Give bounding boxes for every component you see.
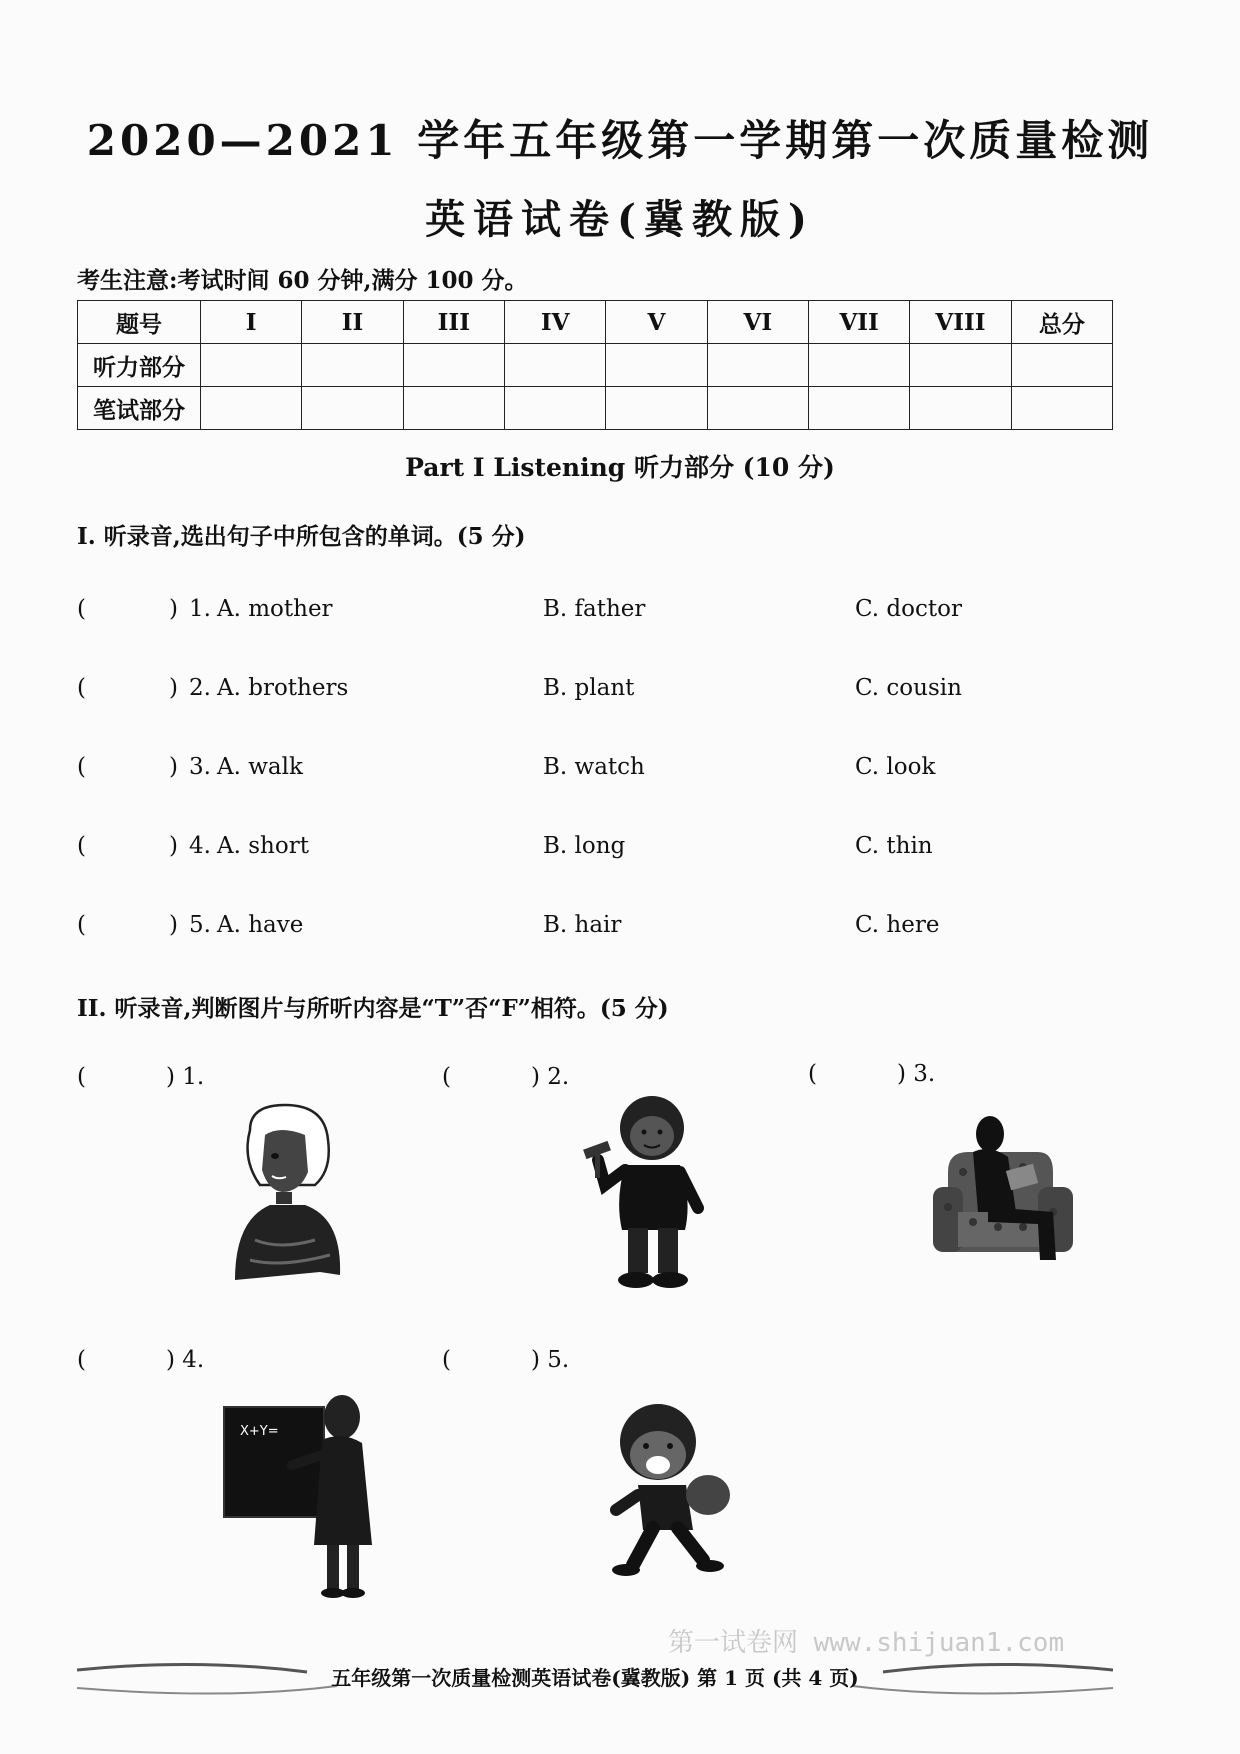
score-header-cell: V	[606, 301, 707, 344]
score-cell	[504, 387, 605, 430]
answer-paren-right: )	[169, 833, 178, 859]
score-header-cell: VI	[707, 301, 808, 344]
answer-paren-right: )	[169, 754, 178, 780]
answer-paren-left[interactable]: (	[77, 675, 86, 701]
score-header-cell: VIII	[910, 301, 1011, 344]
option-c: C. thin	[855, 833, 933, 859]
score-row-label: 笔试部分	[78, 387, 201, 430]
picture-question-label: ( ) 4.	[77, 1347, 205, 1373]
question-row	[77, 833, 1127, 865]
person-on-sofa-icon	[928, 1112, 1078, 1272]
boy-running-icon	[598, 1400, 738, 1580]
picture-question-label: ( ) 2.	[442, 1064, 570, 1090]
picture-question-number: 1.	[182, 1064, 205, 1090]
answer-paren-left[interactable]: (	[442, 1064, 451, 1090]
section-title: II. 听录音,判断图片与所听内容是“T”否“F”相符。(5 分)	[77, 995, 669, 1022]
score-cell	[910, 387, 1011, 430]
answer-paren-left[interactable]: (	[77, 833, 86, 859]
question-number: 3.	[189, 754, 211, 780]
score-cell	[707, 387, 808, 430]
option-b: B. hair	[543, 912, 622, 938]
page-footer	[77, 1658, 1113, 1698]
question-row	[77, 675, 1127, 707]
boy-with-hammer-icon	[580, 1090, 720, 1295]
score-table-row	[78, 387, 1113, 430]
score-header-cell: IV	[504, 301, 605, 344]
picture-question-label: ( ) 1.	[77, 1064, 205, 1090]
option-c: C. here	[855, 912, 940, 938]
answer-paren-right: )	[169, 596, 178, 622]
part-title: Part I Listening 听力部分 (10 分)	[405, 453, 835, 482]
question-number: 5.	[189, 912, 211, 938]
picture-question-number: 5.	[547, 1347, 570, 1373]
score-cell	[504, 344, 605, 387]
question-row	[77, 754, 1127, 786]
answer-paren-left[interactable]: (	[442, 1347, 451, 1373]
answer-paren-right: )	[169, 675, 178, 701]
option-a: A. have	[217, 912, 304, 938]
option-b: B. long	[543, 833, 626, 859]
option-c: C. look	[855, 754, 936, 780]
picture-question-number: 2.	[547, 1064, 570, 1090]
score-row-label: 听力部分	[78, 344, 201, 387]
answer-paren-left[interactable]: (	[77, 912, 86, 938]
option-a: A. short	[217, 833, 309, 859]
score-table-row	[78, 344, 1113, 387]
option-a: A. walk	[217, 754, 303, 780]
woman-short-hair-icon	[220, 1100, 350, 1285]
option-c: C. cousin	[855, 675, 962, 701]
score-cell	[1011, 344, 1112, 387]
option-a: A. mother	[217, 596, 333, 622]
watermark-text: 第一试卷网 www.shijuan1.com	[668, 1628, 1065, 1658]
score-cell	[606, 387, 707, 430]
exam-title: 2020—2021 学年五年级第一学期第一次质量检测	[86, 116, 1154, 165]
picture-question-number: 4.	[182, 1347, 205, 1373]
picture-question-label: ( ) 5.	[442, 1347, 570, 1373]
picture-question-label: ( ) 3.	[808, 1061, 936, 1087]
question-number: 4.	[189, 833, 211, 859]
exam-notice: 考生注意:考试时间 60 分钟,满分 100 分。	[77, 267, 528, 294]
option-b: B. father	[543, 596, 646, 622]
option-b: B. plant	[543, 675, 635, 701]
score-cell	[201, 344, 302, 387]
teacher-at-blackboard-icon	[222, 1395, 392, 1600]
option-b: B. watch	[543, 754, 645, 780]
question-number: 1.	[189, 596, 211, 622]
score-header-cell: 题号	[78, 301, 201, 344]
score-cell	[302, 344, 403, 387]
footer-page-info: 五年级第一次质量检测英语试卷(冀教版) 第 1 页 (共 4 页)	[331, 1666, 859, 1690]
score-cell	[302, 387, 403, 430]
exam-subtitle: 英语试卷(冀教版)	[425, 196, 815, 243]
score-cell	[1011, 387, 1112, 430]
score-header-cell: I	[201, 301, 302, 344]
score-header-cell: VII	[808, 301, 909, 344]
option-a: A. brothers	[217, 675, 349, 701]
answer-paren-left[interactable]: (	[77, 1064, 86, 1090]
score-cell	[606, 344, 707, 387]
blackboard-text: X+Y=	[240, 1424, 279, 1439]
answer-paren-left[interactable]: (	[77, 596, 86, 622]
option-c: C. doctor	[855, 596, 962, 622]
score-cell	[403, 344, 504, 387]
answer-paren-left[interactable]: (	[808, 1061, 817, 1087]
score-cell	[707, 344, 808, 387]
score-cell	[201, 387, 302, 430]
answer-paren-left[interactable]: (	[77, 1347, 86, 1373]
score-table-header-row	[78, 301, 1113, 344]
score-table	[77, 300, 1113, 430]
score-cell	[910, 344, 1011, 387]
answer-paren-right: )	[169, 912, 178, 938]
section-title: I. 听录音,选出句子中所包含的单词。(5 分)	[77, 523, 526, 550]
score-header-cell: II	[302, 301, 403, 344]
question-row	[77, 596, 1127, 628]
question-number: 2.	[189, 675, 211, 701]
score-cell	[403, 387, 504, 430]
score-cell	[808, 387, 909, 430]
question-row	[77, 912, 1127, 944]
picture-question-number: 3.	[913, 1061, 936, 1087]
score-cell	[808, 344, 909, 387]
answer-paren-left[interactable]: (	[77, 754, 86, 780]
score-header-cell: 总分	[1011, 301, 1112, 344]
score-header-cell: III	[403, 301, 504, 344]
